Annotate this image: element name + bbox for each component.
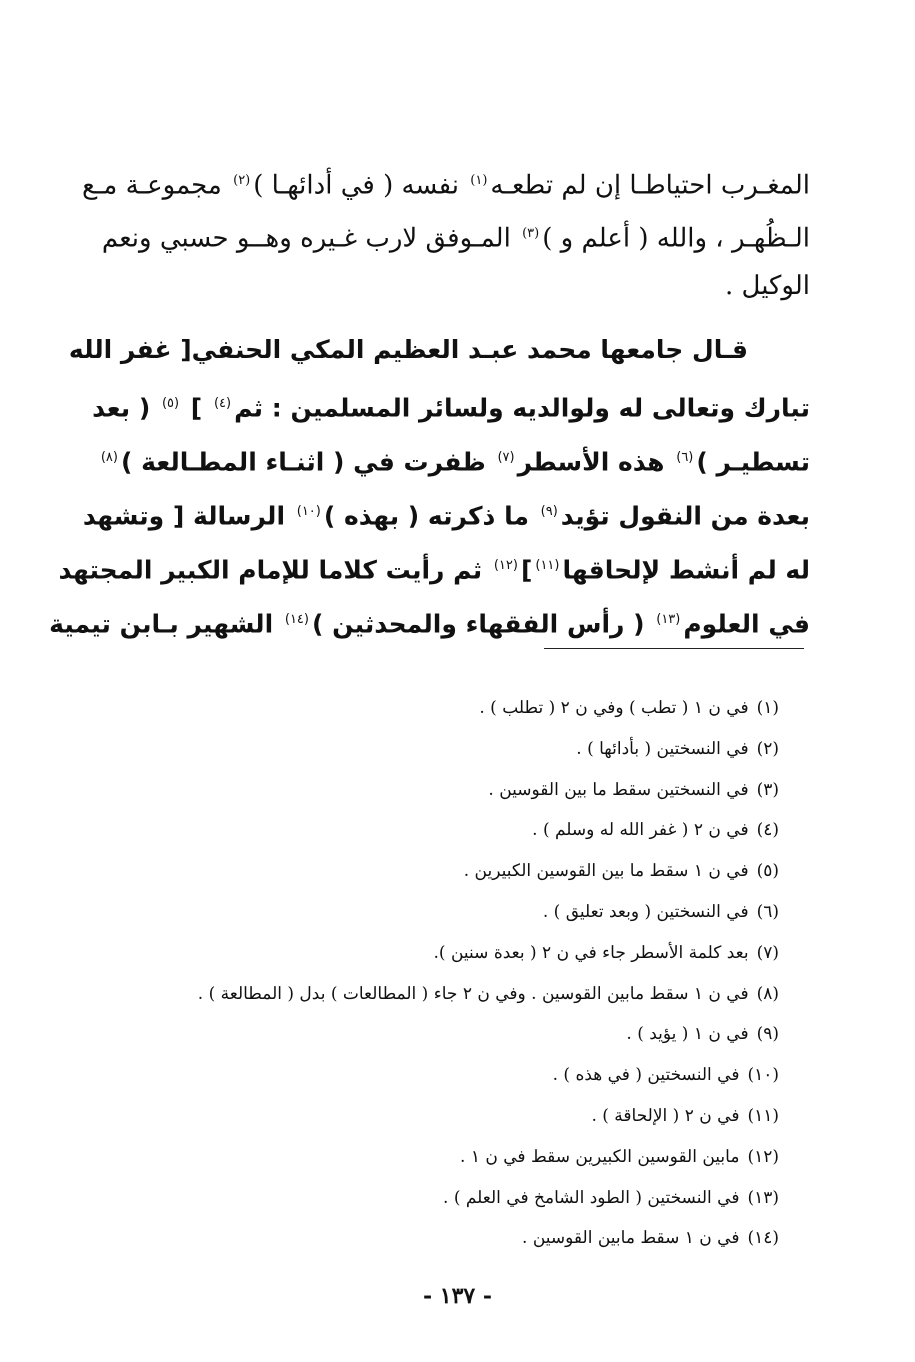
footnote-text: في ن ١ سقط ما بين القوسين الكبيرين .: [463, 861, 749, 882]
footnote-number: (١٠): [747, 1065, 779, 1086]
footnote-number: (١١): [747, 1105, 779, 1126]
footnote-text: في النسختين ( وبعد تعليق ) .: [542, 901, 749, 922]
footnote-text: بعد كلمة الأسطر جاء في ن ٢ ( بعدة سنين ).: [433, 942, 749, 963]
footnote-text: في ن ١ ( تطب ) وفي ن ٢ ( تطلب ) .: [479, 698, 749, 718]
footnote-number: (١): [756, 698, 779, 718]
footnote-ref: (٣): [522, 226, 540, 241]
footnote-item: [139, 1096, 779, 1137]
footnote-text: في ن ٢ ( غفر الله له وسلم ) .: [532, 820, 749, 841]
footnote-ref: (١٠): [296, 504, 321, 519]
text-line: تبارك وتعالى له ولوالديه ولسائر المسلمين : ثم$^{(٤)}$ ] $^{(٥)}$ ( بعد: [92, 393, 810, 423]
footnote-item: [139, 770, 779, 811]
footnote-item: [139, 1137, 779, 1178]
footnote-number: (١٣): [747, 1187, 779, 1208]
text-line: المغـرب احتياطـا إن لم تطعـه$^{(١)}$ نفسه ( في أدائهـا )$^{(٢)}$ مجموعـة مـع: [81, 170, 810, 201]
footnote-text: في النسختين سقط ما بين القوسين .: [488, 779, 749, 800]
footnote-number: (١٢): [747, 1146, 779, 1167]
text-line: بعدة من النقول تؤيد$^{(٩)}$ ما ذكرته ( بهذه )$^{(١٠)}$ الرسالة [ وتشهد: [82, 501, 810, 531]
footnote-item: [139, 851, 779, 892]
footnote-separator: [544, 648, 804, 649]
footnote-ref: (٥): [161, 396, 180, 411]
footnote-number: (٧): [756, 942, 779, 963]
footnote-text: في النسختين ( الطود الشامخ في العلم ) .: [443, 1187, 740, 1208]
footnote-ref: (١٤): [284, 612, 309, 627]
footnote-number: (٢): [756, 738, 779, 759]
footnote-item: [139, 810, 779, 851]
footnote-number: (٨): [756, 983, 779, 1004]
footnote-ref: (١): [470, 173, 488, 188]
footnote-text: في ن ٢ ( الإلحاقة ) .: [591, 1105, 740, 1126]
footnote-item: [139, 892, 779, 933]
footnote-number: (١٤): [747, 1228, 779, 1249]
text-line: الوكيل .: [724, 271, 810, 301]
footnote-number: (٤): [756, 820, 779, 841]
footnote-item: [139, 688, 779, 729]
footnote-item: [139, 974, 779, 1015]
footnote-ref: (٨): [100, 450, 118, 465]
footnote-item: [139, 1218, 779, 1259]
footnote-text: في النسختين ( بأدائها ) .: [576, 738, 749, 759]
footnote-number: (٩): [756, 1024, 779, 1045]
footnote-text: في ن ١ سقط مابين القوسين . وفي ن ٢ جاء ( المطالعات ) بدل ( المطالعة ) .: [197, 983, 749, 1004]
footnote-item: [139, 1055, 779, 1096]
text-line: له لم أنشط لإلحاقها$^{(١١)}$]$^{(١٢)}$ ثم رأيت كلاما للإمام الكبير المجتهد: [58, 555, 810, 585]
footnote-text: في ن ١ ( يؤيد ) .: [626, 1024, 749, 1045]
footnote-number: (٣): [756, 779, 779, 800]
footnote-item: [139, 933, 779, 974]
footnote-ref: (٦): [676, 450, 694, 465]
text-line: قـال جامعها محمد عبـد العظيم المكي الحنفي[ غفر الله: [68, 335, 748, 364]
footnote-ref: (٢): [233, 173, 251, 188]
footnote-ref: (١٣): [656, 612, 681, 627]
text-line: الـظُهـر ، والله ( أعلم و )$^{(٣)}$ المـوفق لارب غـيره وهــو حسبي ونعم: [101, 223, 810, 254]
footnote-item: [139, 1014, 779, 1055]
footnote-text: مابين القوسين الكبيرين سقط في ن ١ .: [460, 1146, 740, 1167]
footnote-ref: (١٢): [493, 558, 518, 573]
footnote-ref: (١١): [535, 558, 560, 573]
paragraph-2: [49, 323, 810, 647]
paragraph-1: [81, 154, 810, 313]
footnote-number: (٦): [756, 901, 779, 922]
footnote-text: في النسختين ( في هذه ) .: [552, 1065, 740, 1086]
footnotes-list: [139, 688, 779, 1259]
footnote-item: [139, 1178, 779, 1219]
page-number: - ١٣٧ -: [422, 1283, 493, 1309]
footnote-ref: (٧): [497, 450, 515, 465]
text-line: تسطيـر )$^{(٦)}$ هذه الأسطر$^{(٧)}$ ظفرت في ( اثنـاء المطـالعة )$^{(٨)}$: [100, 447, 810, 477]
text-line: في العلوم$^{(١٣)}$ ( رأس الفقهاء والمحدثين )$^{(١٤)}$ الشهير بـابن تيمية: [49, 609, 810, 639]
footnote-item: [139, 729, 779, 770]
footnote-text: في ن ١ سقط مابين القوسين .: [522, 1228, 740, 1249]
footnote-number: (٥): [756, 861, 779, 882]
footnote-ref: (٤): [213, 396, 232, 411]
footnote-ref: (٩): [540, 504, 558, 519]
